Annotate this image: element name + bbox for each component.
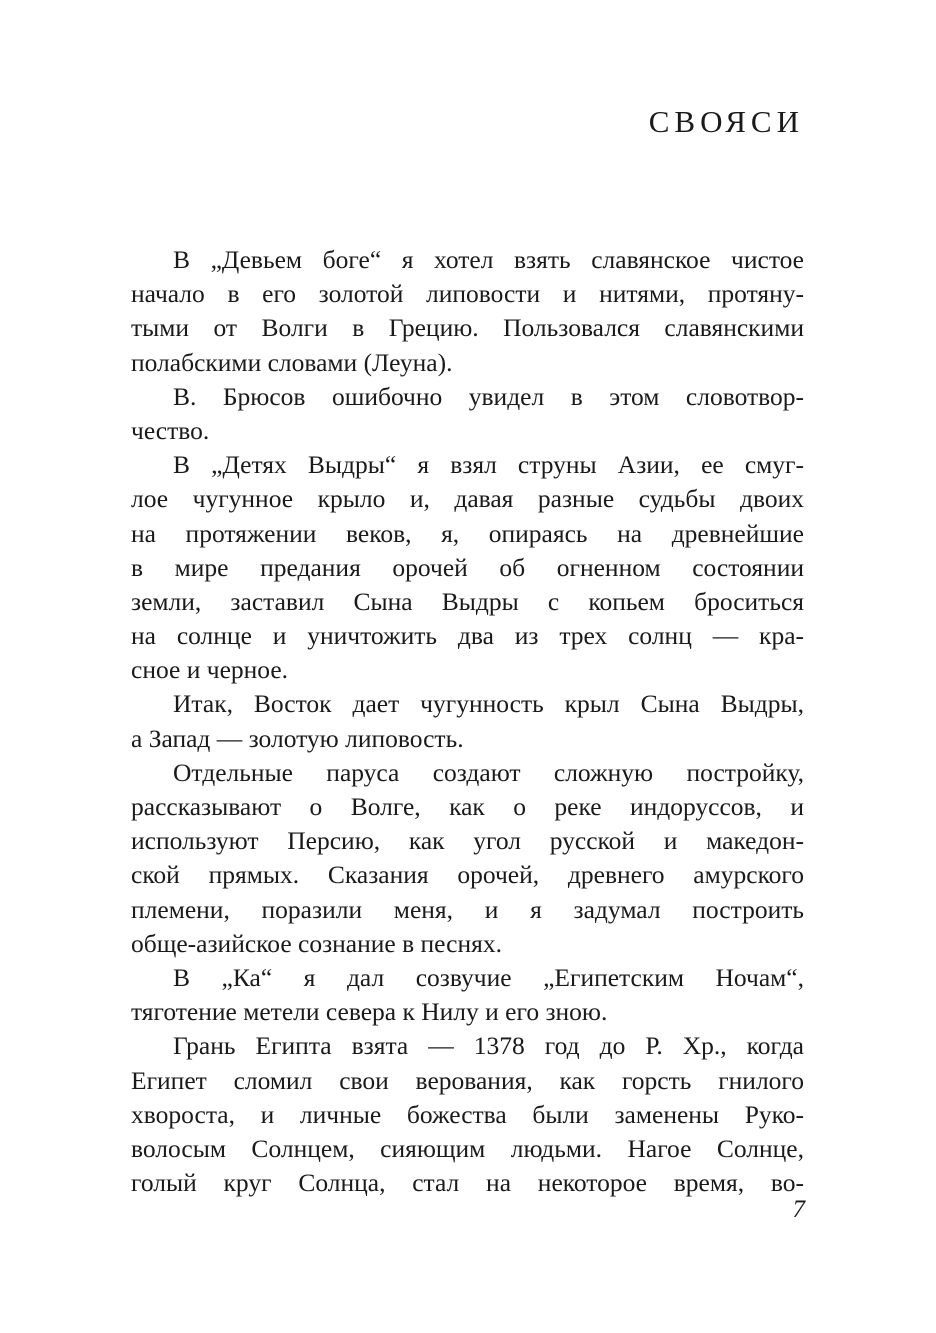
text-line: В „Детях Выдры“ я взял струны Азии, ее смуг- — [173, 450, 804, 480]
text-line: Отдельные паруса создают сложную постройку, — [173, 757, 804, 787]
text-line: лое чугунное крыло и, давая разные судьбы двоих — [131, 484, 804, 514]
text-line: на протяжении веков, я, опираясь на древнейшие — [131, 518, 804, 548]
text-line: сное и черное. — [131, 655, 289, 685]
text-line: на солнце и уничтожить два из трех солнц — кра- — [131, 621, 804, 651]
text-line: а Запад — золотую липовость. — [131, 723, 464, 753]
text-line: Грань Египта взята — 1378 год до Р. Хр., когда — [173, 1031, 804, 1061]
text-line: рассказывают о Волге, как о реке индоруссов, и — [131, 792, 804, 821]
text-line: тыми от Волги в Грецию. Пользовался славянскими — [131, 313, 804, 343]
text-line: в мире предания орочей об огненном состоянии — [131, 552, 804, 582]
text-line: В „Ка“ я дал созвучие „Египетским Ночам“, — [173, 962, 804, 992]
body-text — [131, 243, 804, 1200]
text-line: голый круг Солнца, стал на некоторое время, во- — [131, 1168, 804, 1198]
text-line: Итак, Восток дает чугунность крыл Сына Выдры, — [173, 689, 804, 719]
text-line: хвороста, и личные божества были заменены Руко- — [131, 1099, 804, 1129]
text-line: В „Девьем боге“ я хотел взять славянское чистое — [173, 245, 804, 274]
text-line: ской прямых. Сказания орочей, древнего амурского — [131, 860, 804, 890]
text-line: Египет сломил свои верования, как горсть гнилого — [131, 1065, 804, 1095]
text-line: тяготение метели севера к Нилу и его зною. — [131, 997, 608, 1027]
chapter-title: СВОЯСИ — [648, 104, 804, 139]
text-line: племени, поразили меня, и я задумал построить — [131, 894, 804, 924]
text-line: В. Брюсов ошибочно увидел в этом словотвор- — [173, 381, 804, 411]
text-line: полабскими словами (Леуна). — [131, 347, 453, 377]
text-line: обще-азийское сознание в песнях. — [131, 928, 502, 958]
text-line: используют Персию, как угол русской и македон- — [131, 826, 804, 856]
text-line: земли, заставил Сына Выдры с копьем броситься — [131, 586, 804, 616]
text-line: волосым Солнцем, сияющим людьми. Нагое Солнце, — [131, 1133, 804, 1163]
text-line: начало в его золотой липовости и нитями, протяну- — [131, 279, 804, 309]
page-number: 7 — [792, 1196, 805, 1223]
text-line: чество. — [131, 415, 210, 445]
